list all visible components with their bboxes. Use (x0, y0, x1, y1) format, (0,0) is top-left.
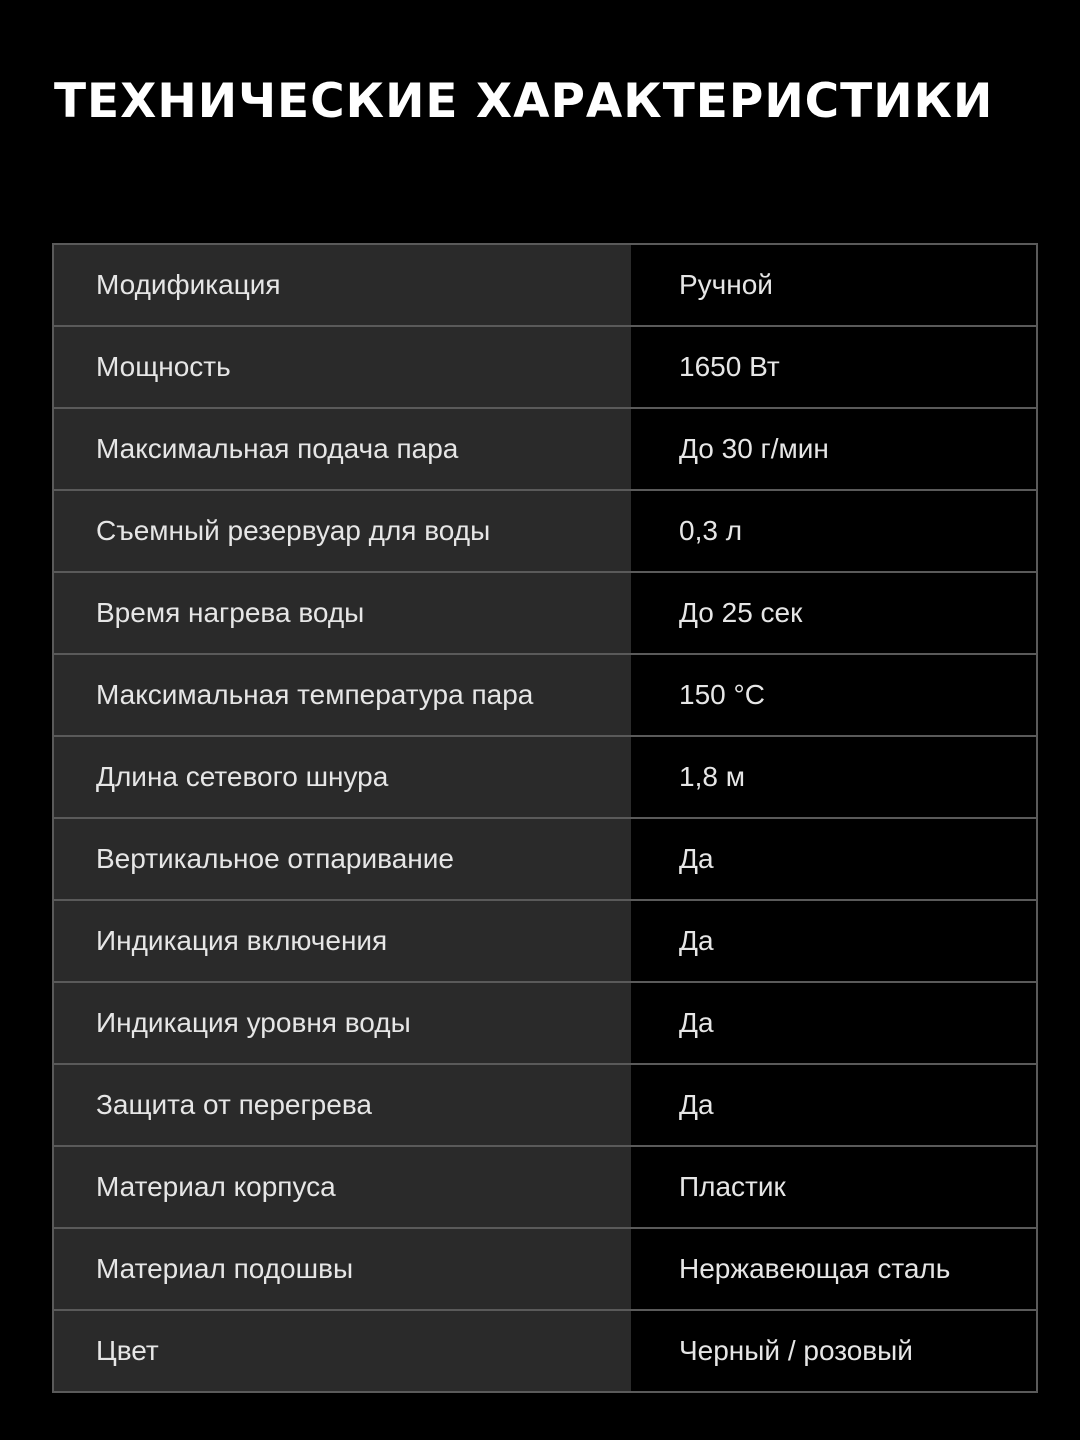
spec-value: 1650 Вт (631, 326, 1037, 408)
spec-name: Индикация включения (53, 900, 631, 982)
spec-table (52, 243, 1038, 1393)
spec-value: Да (631, 1064, 1037, 1146)
spec-row-power-indicator (53, 900, 1037, 982)
spec-value: Да (631, 818, 1037, 900)
spec-row-color (53, 1310, 1037, 1392)
spec-value: 150 °С (631, 654, 1037, 736)
spec-value: До 25 сек (631, 572, 1037, 654)
spec-value: Да (631, 982, 1037, 1064)
spec-value: Пластик (631, 1146, 1037, 1228)
spec-row-vertical-steam (53, 818, 1037, 900)
spec-row-water-indicator (53, 982, 1037, 1064)
spec-row-soleplate-material (53, 1228, 1037, 1310)
spec-value: Нержавеющая сталь (631, 1228, 1037, 1310)
spec-name: Длина сетевого шнура (53, 736, 631, 818)
spec-row-heat-time (53, 572, 1037, 654)
spec-value: 0,3 л (631, 490, 1037, 572)
spec-name: Модификация (53, 244, 631, 326)
spec-name: Максимальная подача пара (53, 408, 631, 490)
spec-name: Вертикальное отпаривание (53, 818, 631, 900)
spec-row-max-temp (53, 654, 1037, 736)
spec-name: Защита от перегрева (53, 1064, 631, 1146)
spec-name: Материал корпуса (53, 1146, 631, 1228)
spec-row-cord-length (53, 736, 1037, 818)
spec-row-max-steam (53, 408, 1037, 490)
spec-name: Мощность (53, 326, 631, 408)
spec-row-modification (53, 244, 1037, 326)
spec-name: Индикация уровня воды (53, 982, 631, 1064)
spec-value: Черный / розовый (631, 1310, 1037, 1392)
spec-row-overheat-protection (53, 1064, 1037, 1146)
spec-name: Материал подошвы (53, 1228, 631, 1310)
spec-value: Ручной (631, 244, 1037, 326)
spec-value: До 30 г/мин (631, 408, 1037, 490)
spec-value: Да (631, 900, 1037, 982)
spec-value: 1,8 м (631, 736, 1037, 818)
spec-name: Съемный резервуар для воды (53, 490, 631, 572)
spec-row-power (53, 326, 1037, 408)
page-title: ТЕХНИЧЕСКИЕ ХАРАКТЕРИСТИКИ (54, 74, 994, 129)
spec-name: Время нагрева воды (53, 572, 631, 654)
spec-name: Максимальная температура пара (53, 654, 631, 736)
spec-name: Цвет (53, 1310, 631, 1392)
spec-row-water-tank (53, 490, 1037, 572)
spec-row-body-material (53, 1146, 1037, 1228)
